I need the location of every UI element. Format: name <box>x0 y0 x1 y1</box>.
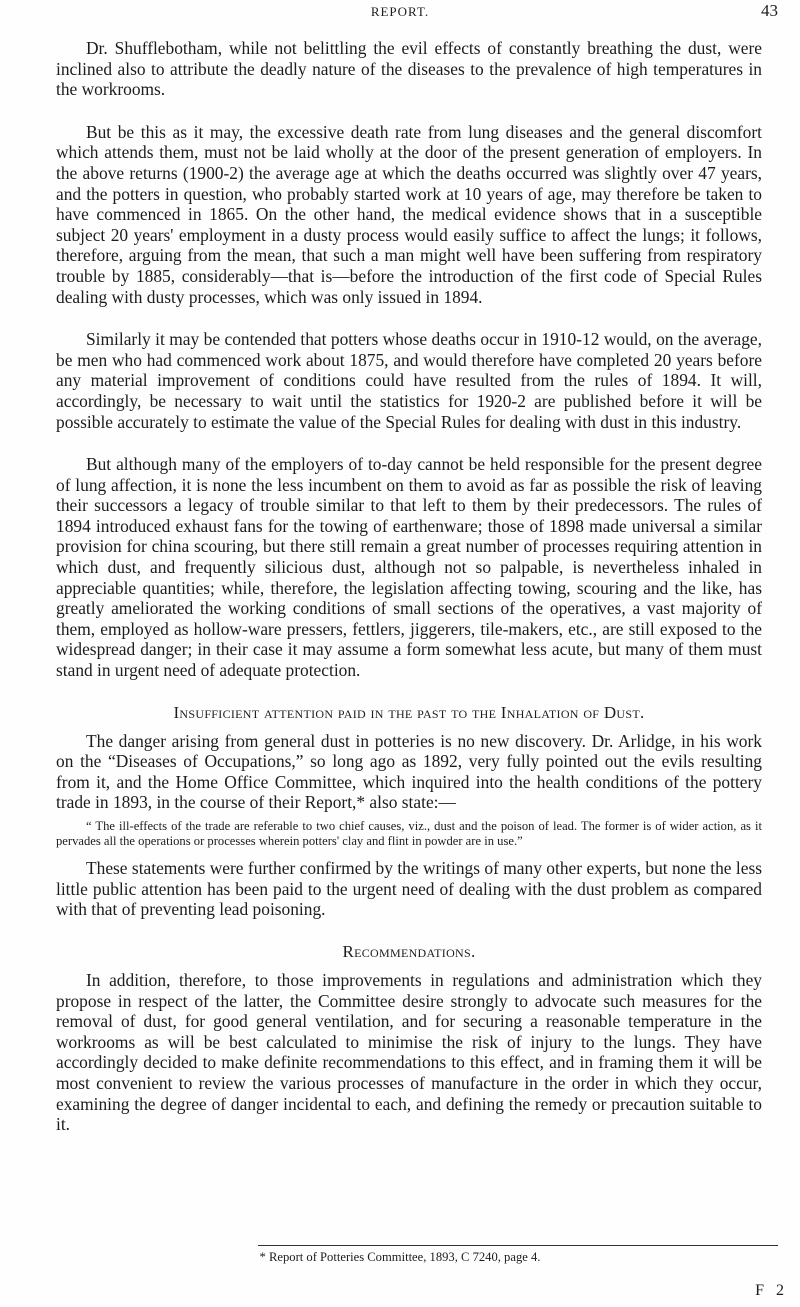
paragraph-arlidge: The danger arising from general dust in potteries is no new discovery. Dr. Arlidge, in his work on the “Diseases of Occupations,” so long ago as 1892, very fully pointed out the evils resulting from it, and the Home Office Committee, which inquired into the health conditions of the pottery trade in 1893, in the course of their Report,* also state:— <box>56 730 762 813</box>
paragraph-further-confirmed: These statements were further confirmed by the writings of many other experts, but none the less little public attention has been paid to the urgent need of dealing with the dust problem as compared with that of preventing lead poisoning. <box>56 858 762 920</box>
paragraph-shufflebotham: Dr. Shufflebotham, while not belittling the evil effects of constantly breathing the dust, were inclined also to attribute the deadly nature of the diseases to the prevalence of high temperatures in the workrooms. <box>56 38 762 100</box>
section-heading-inhalation-of-dust: Insufficient attention paid in the past to the Inhalation of Dust. <box>173 702 645 722</box>
signature-mark: F 2 <box>755 1282 788 1299</box>
page-number: 43 <box>761 1 778 20</box>
paragraph-recommendations: In addition, therefore, to those improvements in regulations and administration which they propose in respect of the latter, the Committee desire strongly to advocate such measures for the removal of dust, for good general ventilation, and for securing a reasonable temperature in the workrooms as will be best calculated to minimise the risk of injury to the lungs. They have accordingly decided to make definite recommendations to this effect, and in framing them it will be most convenient to review the various processes of manufacture in the order in which they occur, examining the degree of danger incidental to each, and defining the remedy or precaution suitable to it. <box>56 969 762 1135</box>
footnote: * Report of Potteries Committee, 1893, C 7240, page 4. <box>259 1250 541 1264</box>
footnote-divider <box>258 1245 778 1246</box>
paragraph-death-rate: But be this as it may, the excessive death rate from lung diseases and the general discomfort which attends them, must not be laid wholly at the door of the present generation of employers. In the above returns (1900-2) the average age at which the deaths occurred was slightly over 47 years, and the potters in question, who probably started work at 10 years of age, may therefore be taken to have commenced in 1865. On the other hand, the medical evidence shows that in a susceptible subject 20 years' employment in a dusty process would easily suffice to affect the lungs; it follows, therefore, arguing from the mean, that such a man might well have been suffering from respiratory trouble by 1885, considerably—that is—before the introduction of the first code of Special Rules dealing with dusty processes, which was only issued in 1894. <box>56 121 762 307</box>
paragraph-similarly: Similarly it may be contended that potters whose deaths occur in 1910-12 would, on the average, be men who had commenced work about 1875, and would therefore have completed 20 years before any material improvement of conditions could have resulted from the rules of 1894. It will, accordingly, be necessary to wait until the statistics for 1920-2 are published before it will be possible accurately to estimate the value of the Special Rules for dealing with dust in this industry. <box>56 329 762 432</box>
body-text <box>56 38 762 1157</box>
paragraph-employers-responsibility: But although many of the employers of to-day cannot be held responsible for the present degree of lung affection, it is none the less incumbent on them to avoid as far as possible the risk of leaving their successors a legacy of trouble similar to that left to them by their predecessors. The rules of 1894 introduced exhaust fans for the towing of earthenware; those of 1898 made universal a similar provision for china scouring, but there still remain a great number of processes requiring attention in which dust, and frequently silicious dust, although not so palpable, is nevertheless inhaled in appreciable quantities; while, therefore, the legislation affecting towing, scouring and the like, has greatly ameliorated the working conditions of small sections of the operatives, a vast majority of them, employed as hollow-ware pressers, fettlers, jiggerers, tile-makers, etc., are still exposed to the widespread danger; in their case it may assume a form somewhat less acute, but many of them must stand in urgent need of adequate protection. <box>56 454 762 681</box>
section-heading-recommendations: Recommendations. <box>342 941 476 961</box>
running-head: REPORT. <box>370 4 430 19</box>
report-quotation: “ The ill-effects of the trade are referable to two chief causes, viz., dust and the poison of lead. The former is of wider action, as it pervades all the operations or processes wherein potters' clay and flint in powder are in use.” <box>56 819 762 848</box>
